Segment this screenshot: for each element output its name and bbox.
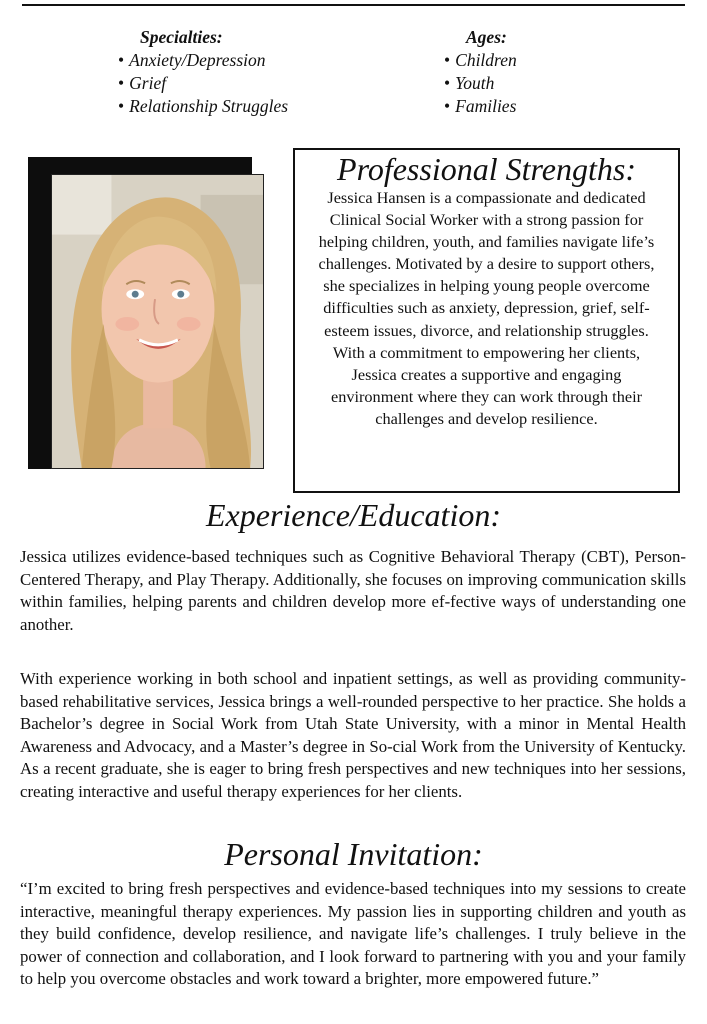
top-divider (22, 4, 685, 6)
invitation-paragraph: “I’m excited to bring fresh perspectives and evidence-based techniques into my sessions to create interactive, meaningful therapy experiences. My passion lies in supporting children and youth as they build confidence, develop resilience, and navigate life’s challenges. I truly believe in the power of connection and collaboration, and I look forward to partnering with you and your family to help you overcome obstacles and work toward a brighter, more empowered future.” (20, 879, 686, 988)
specialty-item: • Anxiety/Depression (118, 49, 288, 72)
strengths-text: Jessica Hansen is a compassionate and dedicated Clinical Social Worker with a strong passion for helping children, youth, and families navigate life’s challenges. Motivated by a desire to support others, she specializes in helping young people overcome difficulties such as anxiety, depression, grief, self-esteem issues, divorce, and relationship struggles. With a commitment to empowering her clients, Jessica creates a supportive and engaging environment where they can work through their challenges and develop resilience. (318, 188, 655, 428)
specialty-item: • Relationship Struggles (118, 95, 288, 118)
specialties-heading: Specialties: (140, 27, 223, 47)
experience-paragraph-2: With experience working in both school and inpatient settings, as well as providing community-based rehabilitative services, Jessica brings a well-rounded perspective to her practice. She holds a Bachelor’s degree in Social Work from Utah State University, with a minor in Mental Health Awareness and Advocacy, and a Master’s degree in So-cial Work from the University of Kentucky. As a recent graduate, she is eager to bring fresh perspectives and new techniques into her sessions, creating interactive and useful therapy experiences for her clients. (20, 669, 686, 801)
specialty-item: • Grief (118, 72, 288, 95)
age-item: • Youth (444, 72, 517, 95)
ages-heading: Ages: (466, 27, 507, 47)
experience-title: Experience/Education: (206, 497, 501, 533)
professional-strengths-box (293, 148, 680, 493)
ages-list (444, 26, 517, 118)
invitation-title: Personal Invitation: (224, 836, 483, 872)
portrait-illustration (52, 175, 263, 468)
profile-photo (51, 174, 264, 469)
experience-paragraph-1: Jessica utilizes evidence-based techniques such as Cognitive Behavioral Therapy (CBT), Person-Centered Therapy, and Play Therapy. Additionally, she focuses on improving communication skills within families, helping parents and children develop more ef-fective ways of understanding one another. (20, 547, 686, 634)
specialties-list (118, 26, 288, 118)
age-item: • Children (444, 49, 517, 72)
strengths-title: Professional Strengths: (337, 151, 636, 187)
age-item: • Families (444, 95, 517, 118)
